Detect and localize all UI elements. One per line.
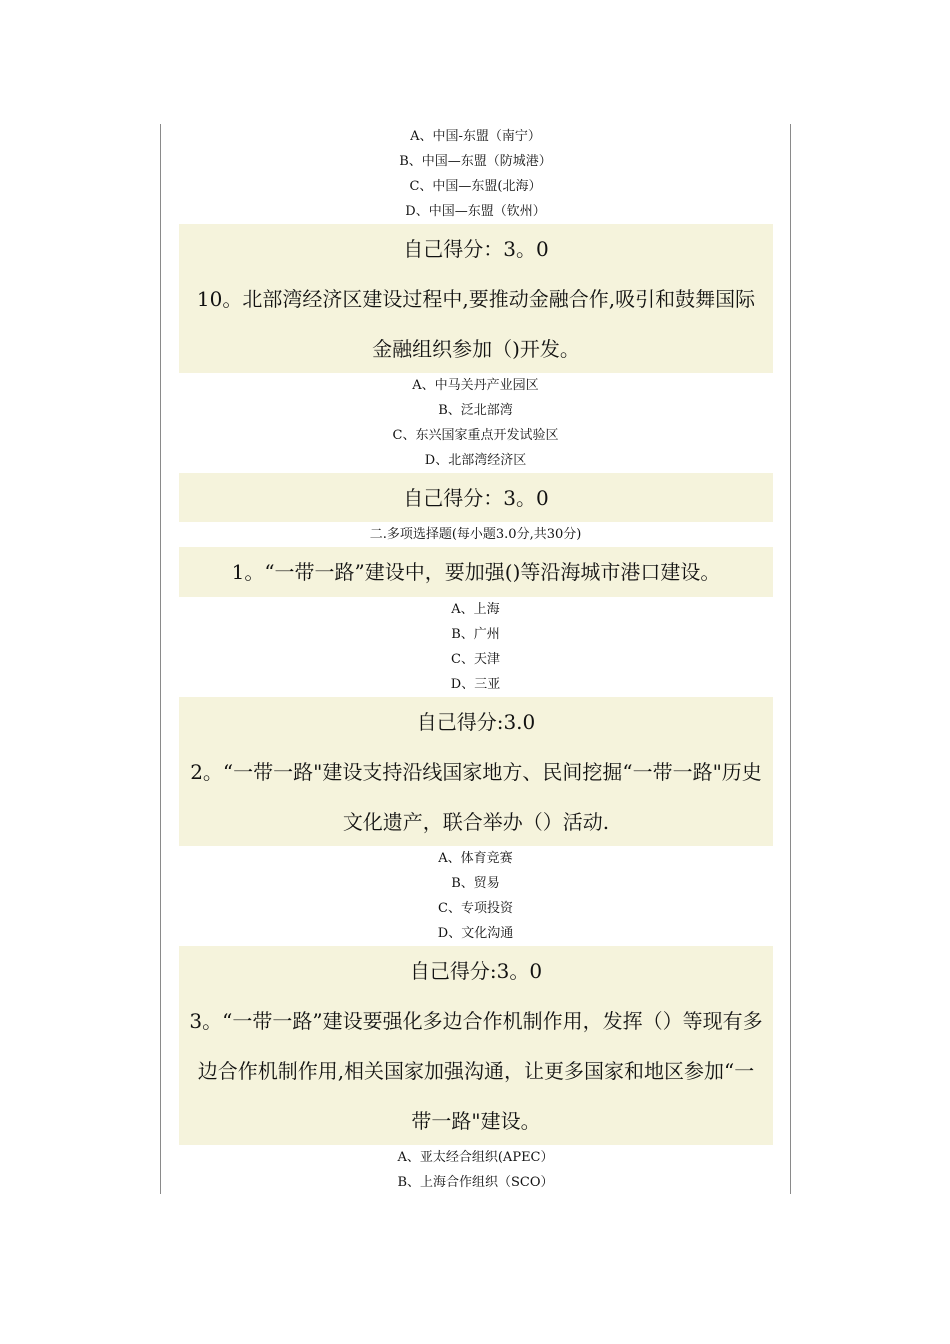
m3-question: 3。“一带一路”建设要强化多边合作机制作用，发挥（）等现有多边合作机制作用,相关国家加强沟通，让更多国家和地区参加“一带一路"建设。 [189,1009,763,1133]
m1-option-b: B、广州 [451,627,500,642]
m2-option-a: A、体育竞赛 [438,851,513,866]
q10-band [179,224,773,373]
q10-score: 自己得分：3。0 [403,486,549,510]
m2-option-d: D、文化沟通 [437,926,514,941]
m2-option-b: B、贸易 [451,876,500,891]
q10-option-d: D、北部湾经济区 [424,453,527,468]
m2-option-c: C、专项投资 [438,901,513,916]
m2-question: 2。“一带一路"建设支持沿线国家地方、民间挖掘“一带一路"历史文化遗产，联合举办（）活动. [190,760,762,834]
q10-question: 10。北部湾经济区建设过程中,要推动金融合作,吸引和鼓舞国际金融组织参加（)开发。 [196,287,756,361]
q10-option-b: B、泛北部湾 [438,403,513,418]
question-frame [160,124,791,1194]
q9-score: 自己得分：3。0 [403,237,549,261]
section-2-title: 二.多项选择题(每小题3.0分,共30分) [369,527,582,542]
q10-option-a: A、中马关丹产业园区 [412,378,539,393]
m2-band [179,697,773,846]
q9-option-b: B、中国—东盟（防城港） [399,154,552,169]
m2-score: 自己得分:3。0 [409,959,543,983]
q9-option-c: C、中国—东盟(北海） [409,179,542,194]
m1-band [179,547,773,597]
q9-option-d: D、中国—东盟（钦州） [405,204,546,219]
m3-option-b: B、上海合作组织（SCO） [397,1175,554,1190]
m1-question: 1。“一带一路”建设中，要加强()等沿海城市港口建设。 [231,560,721,584]
q10-option-c: C、东兴国家重点开发试验区 [392,428,559,443]
m1-option-c: C、天津 [451,652,500,667]
q9-option-a: A、中国-东盟（南宁） [410,129,541,144]
q10-score-band [179,473,773,522]
m1-option-a: A、上海 [451,602,500,617]
m1-option-d: D、三亚 [450,677,501,692]
m3-band [179,946,773,1145]
m3-option-a: A、亚太经合组织(APEC） [397,1150,554,1165]
m1-score: 自己得分:3.0 [416,710,536,734]
